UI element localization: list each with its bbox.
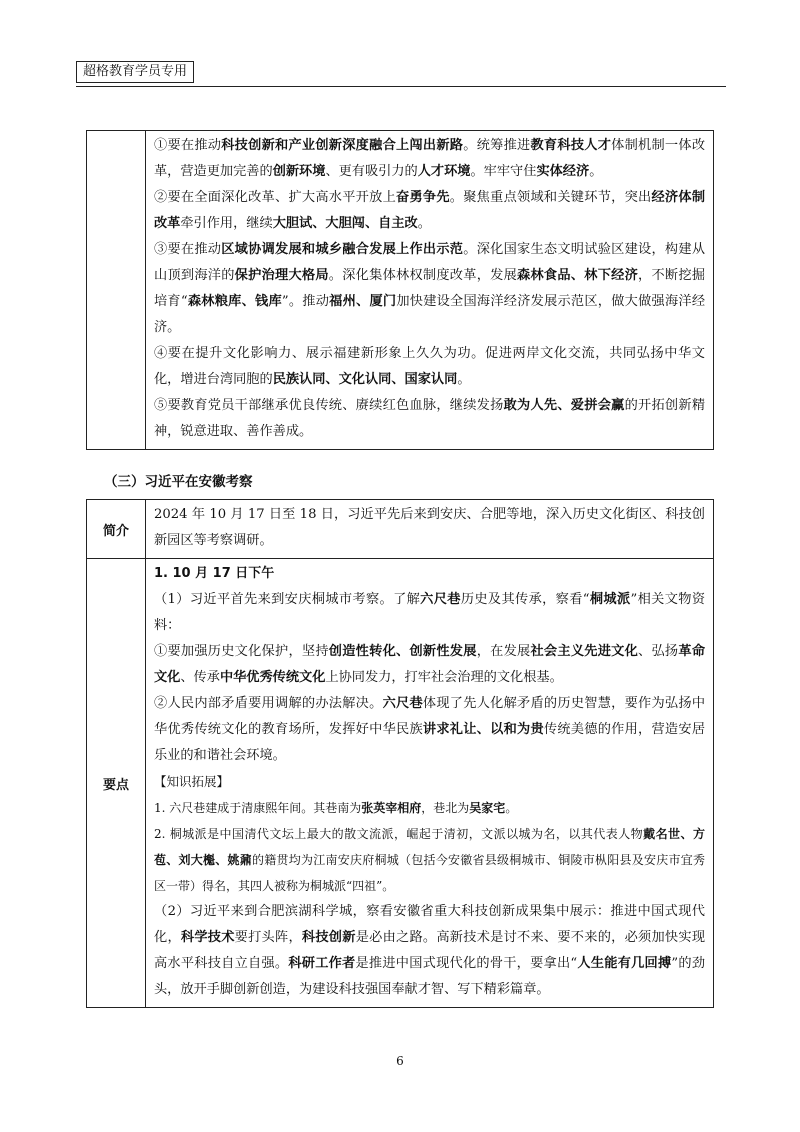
- emphasis-text: 六尺巷: [382, 696, 423, 711]
- emphasis-text: 革命文化: [154, 644, 706, 685]
- text-run: 。深化集体林权制度改革，发展: [328, 268, 518, 283]
- text-run: 。聚焦重点领域和关键环节，突出: [449, 190, 652, 205]
- paragraph: [154, 341, 705, 393]
- text-run: 体现了先人化解矛盾的历史智慧，要作为弘扬中华优秀传统文化的教育场所，发挥好中华民族: [154, 696, 706, 737]
- text-run: ②要在全面深化改革、扩大高水平开放上: [154, 190, 397, 205]
- text-run: 的开拓创新精神，锐意进取、善作善成。: [154, 398, 706, 439]
- emphasis-text: 科技创新: [301, 930, 356, 945]
- text-run: ①要在推动: [154, 138, 222, 153]
- text-run: 、更有吸引力的: [325, 164, 418, 179]
- text-run: ⑤要教育党员干部继承优良传统、赓续红色血脉，继续发扬: [154, 398, 504, 413]
- header-divider: [76, 86, 726, 87]
- text-run: 体制机制一体改革，营造更加完善的: [154, 138, 706, 179]
- emphasis-text: 创新环境: [272, 164, 326, 179]
- emphasis-text: 创造性转化、创新性发展: [328, 644, 477, 659]
- text-run: 2. 桐城派是中国清代文坛上最大的散文流派，崛起于清初，文派以城为名，以其代表人物: [154, 827, 644, 841]
- text-run: 。深化国家生态文明试验区建设，构建从山顶到海洋的: [154, 242, 706, 283]
- emphasis-text: 实体经济: [536, 164, 590, 179]
- text-run: ②人民内部矛盾要用调解的办法解决。: [154, 696, 383, 711]
- text-run: 。: [589, 164, 603, 179]
- text-run: 。: [505, 801, 518, 815]
- emphasis-text: 桐城派: [589, 592, 631, 607]
- points-label: 要点: [87, 559, 146, 1008]
- text-run: 历史及其传承，察看“: [460, 592, 590, 607]
- emphasis-text: 社会主义先进文化: [530, 644, 639, 659]
- text-run: 1. 六尺巷建成于清康熙年间。其巷南为: [154, 801, 362, 815]
- paragraph: [154, 393, 705, 445]
- fujian-points-label-cell: [87, 131, 146, 450]
- text-run: ”相关文物资料：: [154, 592, 706, 633]
- emphasis-text: 张英宰相府: [361, 801, 422, 815]
- text-run: 。: [417, 216, 431, 231]
- emphasis-text: 科学技术: [180, 930, 235, 945]
- paragraph: [154, 899, 705, 1003]
- text-run: 。牢牢守住: [470, 164, 537, 179]
- knowledge-title: 【知识拓展】: [154, 774, 230, 789]
- text-run: （2）习近平来到合肥滨湖科学城，察看安徽省重大科技创新成果集中展示：推进中国式现代化，: [154, 904, 705, 945]
- emphasis-text: 科研工作者: [288, 956, 356, 971]
- fujian-points-content: [146, 131, 714, 450]
- paragraph: [154, 587, 705, 639]
- paragraph: [154, 795, 705, 821]
- paragraph: [154, 133, 705, 185]
- text-run: 是推进中国式现代化的骨干，要拿出“: [355, 956, 578, 971]
- text-run: ”的劲头，放开手脚创新创造，为建设科技强国奉献才智、写下精彩篇章。: [154, 956, 706, 997]
- text-run: 传统美德的作用，营造安居乐业的和谐社会环境。: [154, 722, 706, 763]
- emphasis-text: 教育科技人才: [530, 138, 612, 153]
- emphasis-text: 中华优秀传统文化: [219, 670, 326, 685]
- emphasis-text: 六尺巷: [420, 592, 461, 607]
- anhui-table: [86, 499, 714, 1008]
- text-run: ，不断挖掘培育“: [154, 268, 706, 309]
- text-run: ，巷北为: [421, 801, 470, 815]
- text-run: 。统筹推进: [463, 138, 531, 153]
- text-run: ①要加强历史文化保护，坚持: [154, 644, 329, 659]
- paragraph: [154, 237, 705, 341]
- emphasis-text: 敢为人先、爱拼会赢: [503, 398, 625, 413]
- paragraph: [154, 821, 705, 899]
- paragraph: [154, 639, 705, 691]
- subheading: 1. 10 月 17 日下午: [154, 566, 275, 581]
- text-run: 、传承: [180, 670, 220, 685]
- section-title: （三）习近平在安徽考察: [104, 474, 253, 490]
- text-run: ，在发展: [476, 644, 531, 659]
- text-run: （1）习近平首先来到安庆桐城市考察。了解: [154, 592, 421, 607]
- points-content: [146, 559, 714, 1008]
- paragraph: [154, 185, 705, 237]
- text-run: ”。推动: [281, 294, 330, 309]
- emphasis-text: 人才环境: [417, 164, 471, 179]
- emphasis-text: 吴家宅: [469, 801, 506, 815]
- text-run: 是必由之路。高新技术是讨不来、要不来的，必须加快实现高水平科技自立自强。: [154, 930, 706, 971]
- intro-content: [146, 500, 714, 559]
- text-run: 的籍贯均为江南安庆府桐城（包括今安徽省县级桐城市、铜陵市枞阳县及安庆市宜秀区一带）得名，其四人被称为桐城派“四祖”。: [154, 853, 705, 893]
- emphasis-text: 保护治理大格局: [234, 268, 329, 283]
- emphasis-text: 大胆试、大胆闯、自主改: [272, 216, 418, 231]
- emphasis-text: 福州、厦门: [329, 294, 397, 309]
- points-paragraphs-a: [154, 587, 705, 769]
- text-run: 、弘扬: [638, 644, 679, 659]
- text-run: 加快建设全国海洋经济发展示范区，做大做强海洋经济。: [154, 294, 706, 335]
- emphasis-text: 森林粮库、钱库: [187, 294, 282, 309]
- paragraph: [154, 691, 705, 769]
- emphasis-text: 民族认同、文化认同、国家认同: [272, 372, 458, 387]
- points-paragraphs-b: [154, 899, 705, 1003]
- knowledge-notes: [154, 795, 705, 899]
- fujian-points-paragraphs: [154, 133, 705, 445]
- text-run: 上协同发力，打牢社会治理的文化根基。: [325, 670, 563, 685]
- emphasis-text: 奋勇争先: [396, 190, 450, 205]
- text-run: ④要在提升文化影响力、展示福建新形象上久久为功。促进两岸文化交流，共同弘扬中华文化，增进台湾同胞的: [154, 346, 705, 387]
- header-tag: 超格教育学员专用: [76, 61, 194, 83]
- emphasis-text: 森林食品、林下经济: [517, 268, 639, 283]
- fujian-points-table: [86, 130, 714, 450]
- intro-text: 2024 年 10 月 17 日至 18 日，习近平先后来到安庆、合肥等地，深入历史文化街区、科技创新园区等考察调研。: [154, 507, 705, 548]
- emphasis-text: 科技创新和产业创新深度融合上闯出新路: [221, 138, 464, 153]
- text-run: 牵引作用，继续: [180, 216, 273, 231]
- text-run: 要打头阵，: [234, 930, 302, 945]
- text-run: ③要在推动: [154, 242, 222, 257]
- intro-label: 简介: [87, 500, 146, 559]
- page-number: 6: [396, 1054, 404, 1068]
- emphasis-text: 人生能有几回搏: [577, 956, 672, 971]
- emphasis-text: 讲求礼让、以和为贵: [422, 722, 544, 737]
- emphasis-text: 区域协调发展和城乡融合发展上作出示范: [221, 242, 464, 257]
- text-run: 。: [457, 372, 471, 387]
- emphasis-text: 经济体制改革: [154, 190, 706, 231]
- emphasis-text: 戴名世、方苞、刘大櫆、姚鼐: [154, 827, 705, 867]
